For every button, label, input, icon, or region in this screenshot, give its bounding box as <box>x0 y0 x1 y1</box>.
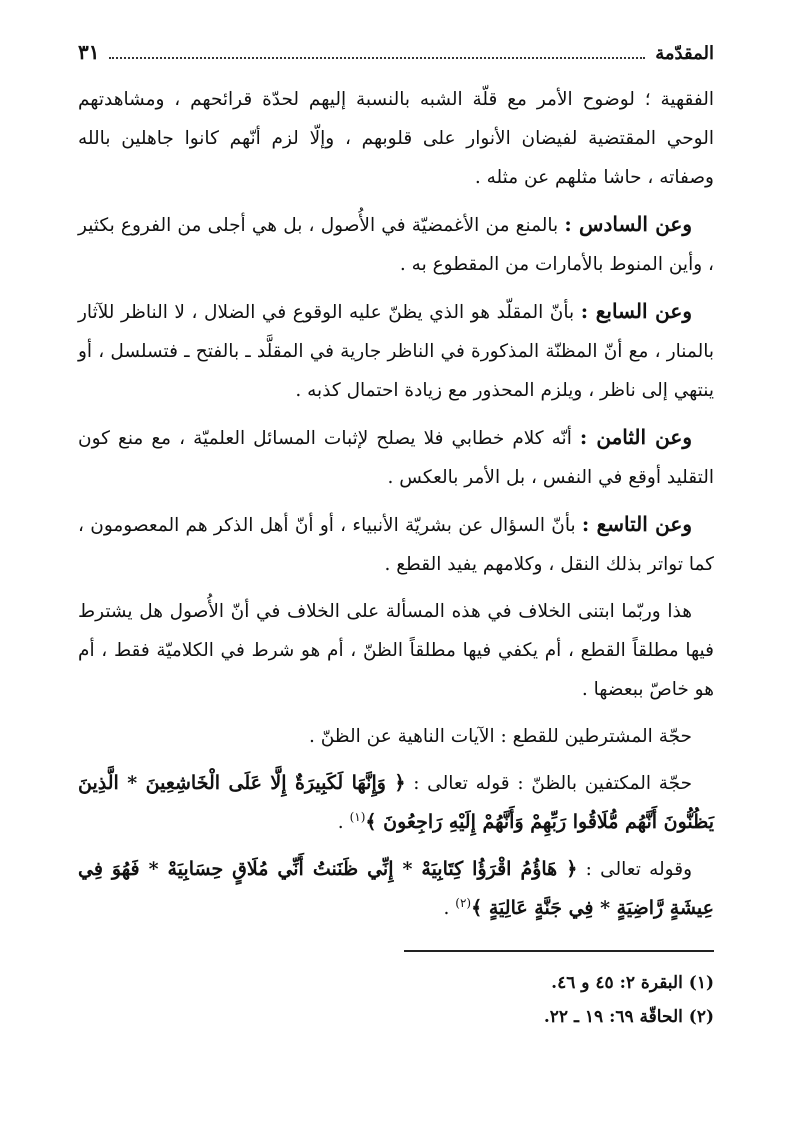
footnote: (١) البقرة ٢: ٤٥ و ٤٦. <box>551 973 714 993</box>
paragraph-text: الفقهية ؛ لوضوح الأمر مع قلّة الشبه بالنسبة إليهم لحدّة قرائحهم ، ومشاهدتهم الوحي المقتضية لفيضان الأنوار على قلوبهم ، وإلّا لزم أنّهم كانوا جاهلين بالله وصفاته ، حاشا مثلهم عن مثله . <box>78 89 714 188</box>
paragraph-text: بأنّ المقلّد هو الذي يظنّ عليه الوقوع في الضلال ، لا الناظر للآثار بالمنار ، مع أنّ المظنّة المذكورة في الناظر جارية في المقلَّد ـ بالفتح ـ فتسلسل ، أو ينتهي إلى ناظر ، ويلزم المحذور مع زيادة احتمال كذبه . <box>78 302 714 401</box>
quran-verse: ﴿ هَاؤُمُ اقْرَؤُا كِتَابِيَهْ * إِنِّي ظَنَنتُ أَنِّي مُلَاقٍ حِسَابِيَهْ * فَهُوَ فِي عِيشَةٍ رَّاضِيَةٍ * فِي جَنَّةٍ عَالِيَةٍ ﴾ <box>78 858 714 919</box>
footnote-ref: (٢) <box>455 895 472 910</box>
paragraph-text: بأنّ السؤال عن بشريّة الأنبياء ، أو أنّ أهل الذكر هم المعصومون ، كما تواتر بذلك النقل ، وكلامهم يفيد القطع . <box>78 515 714 575</box>
paragraph <box>78 505 714 584</box>
paragraph <box>78 205 714 284</box>
paragraph-lead: وعن السادس : <box>564 212 693 236</box>
paragraph <box>78 592 714 709</box>
paragraph-text: بالمنع من الأغمضيّة في الأُصول ، بل هي أجلى من الفروع بكثير ، وأين المنوط بالأمارات من المقطوع به . <box>78 215 714 275</box>
paragraph <box>78 80 714 197</box>
paragraph-text: حجّة المشترطين للقطع : الآيات الناهية عن الظنّ . <box>308 726 692 747</box>
paragraph-text: وقوله تعالى : <box>577 859 693 880</box>
chapter-title: المقدّمة <box>655 43 714 64</box>
page-body <box>78 80 714 928</box>
running-header <box>78 34 714 70</box>
paragraph-end: . <box>337 812 350 833</box>
paragraph <box>78 717 714 756</box>
quran-verse: ﴿ وَإِنَّهَا لَكَبِيرَةٌ إِلَّا عَلَى الْخَاشِعِينَ * الَّذِينَ يَظُنُّونَ أَنَّهُم مُّلَاقُوا رَبِّهِمْ وَأَنَّهُمْ إِلَيْهِ رَاجِعُونَ ﴾ <box>78 772 714 833</box>
page-number: ٣١ <box>78 40 100 64</box>
header-dot-leader <box>109 37 645 59</box>
paragraph-lead: وعن السابع : <box>580 299 692 323</box>
paragraph-text: أنّه كلام خطابي فلا يصلح لإثبات المسائل العلميّة ، مع منع كون التقليد أوقع في النفس ، بل الأمر بالعكس . <box>78 428 714 488</box>
paragraph <box>78 850 714 928</box>
paragraph-text: هذا وربّما ابتنى الخلاف في هذه المسألة على الخلاف في أنّ الأُصول هل يشترط فيها مطلقاً القطع ، أم يكفي فيها مطلقاً الظنّ ، أم هو شرط في الكلاميّة فقط ، أم هو خاصّ ببعضها . <box>78 601 714 700</box>
footnote-ref: (١) <box>349 809 366 824</box>
paragraph-lead: وعن الثامن : <box>579 425 692 449</box>
paragraph <box>78 292 714 410</box>
paragraph <box>78 764 714 842</box>
footnote-divider <box>404 950 714 952</box>
footnotes <box>78 966 714 1034</box>
paragraph-lead: وعن التاسع : <box>581 512 692 536</box>
paragraph-end: . <box>443 898 456 919</box>
footnote: (٢) الحاقّة ٦٩: ١٩ ـ ٢٢. <box>543 1007 714 1027</box>
book-page <box>78 34 714 1094</box>
paragraph <box>78 418 714 497</box>
paragraph-text: حجّة المكتفين بالظنّ : قوله تعالى : <box>405 773 692 794</box>
